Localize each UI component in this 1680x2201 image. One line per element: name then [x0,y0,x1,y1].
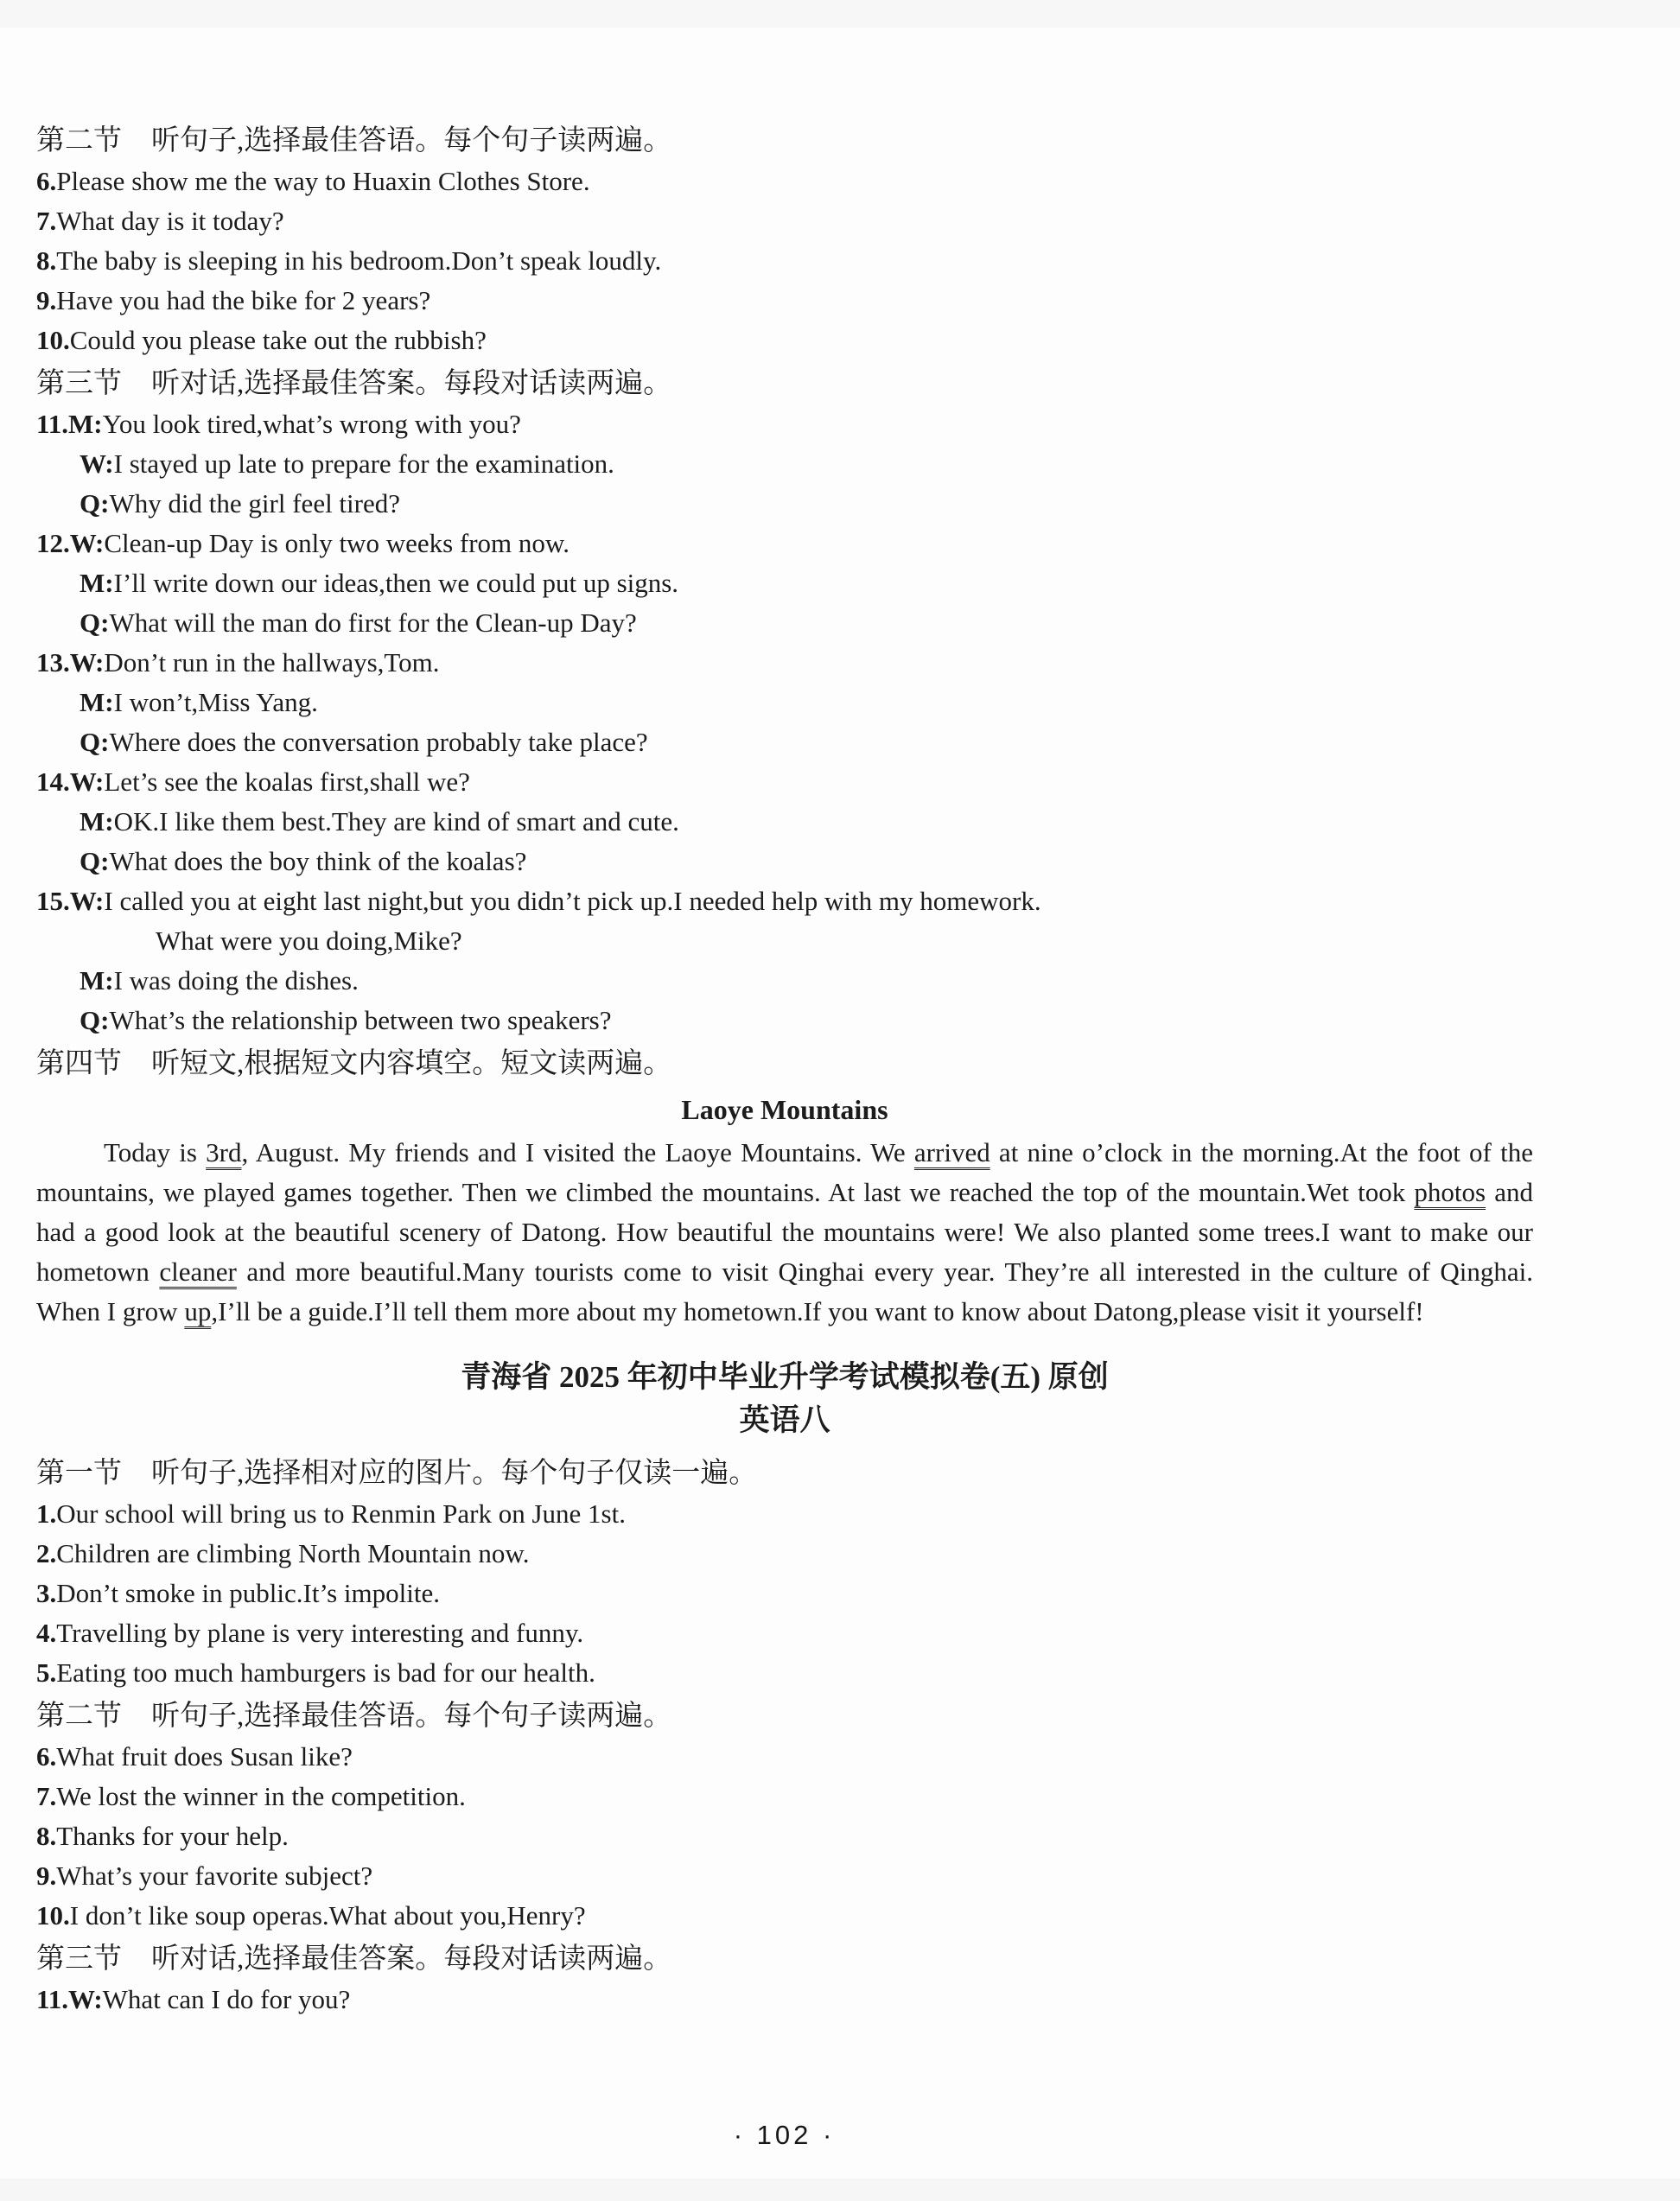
item-text: What day is it today? [56,206,284,236]
item-text: Please show me the way to Huaxin Clothes Store. [56,166,590,196]
dialogue-line [36,881,1533,921]
listening-item-1 [36,1494,1533,1534]
section-heading-2a [36,120,1533,162]
passage-segment: Today is [104,1137,207,1167]
dialogue-text: What will the man do first for the Clean-up Day? [109,608,637,638]
dialogue-text: I’ll write down our ideas,then we could put up signs. [113,568,679,598]
dialogue-line [36,603,1533,643]
dialogue-line [36,643,1533,683]
item-number: 10. [36,325,70,355]
section-label: 第一节 [36,1458,122,1489]
dialogue-line [36,961,1533,1001]
speaker-label: W: [68,1984,103,2014]
item-number: 7. [36,1781,57,1811]
item-number: 6. [36,1741,57,1772]
item-text: What’s your favorite subject? [56,1861,373,1891]
passage-body [36,1133,1533,1332]
item-number: 9. [36,1861,57,1891]
speaker-label: W: [69,886,105,916]
dialogue-line [36,722,1533,762]
listening-item-6b [36,1737,1533,1777]
dialogue-line [36,524,1533,563]
speaker-label: Q: [80,488,110,518]
section-instruction: 听对话,选择最佳答案。每段对话读两遍。 [151,1943,672,1975]
exam-subtitle: 英语八 [739,1403,830,1437]
speaker-label: M: [80,965,114,996]
dialogue-line [36,762,1533,802]
item-text: Our school will bring us to Renmin Park on June 1st. [56,1498,626,1529]
speaker-label: W: [69,767,105,797]
dialogue-text: I was doing the dishes. [113,965,359,996]
passage-segment: , August. My friends and I visited the Laoye Mountains. We [241,1137,914,1167]
item-number: 10. [36,1900,70,1931]
section-instruction: 听短文,根据短文内容填空。短文读两遍。 [151,1048,672,1079]
item-text: The baby is sleeping in his bedroom.Don’t speak loudly. [56,245,662,276]
section-label: 第四节 [36,1048,122,1079]
item-number: 14. [36,767,70,797]
dialogue-line-wrap [36,921,1533,961]
dialogue-text: OK.I like them best.They are kind of smart and cute. [113,806,679,837]
item-number: 2. [36,1538,57,1568]
listening-item-7 [36,201,1533,241]
listening-item-10 [36,321,1533,360]
speaker-label: W: [80,448,114,479]
item-number: 4. [36,1618,57,1648]
section-heading-1b [36,1453,1533,1494]
item-number: 8. [36,245,57,276]
dialogue-line [36,1980,1533,2020]
dialogue-text: I stayed up late to prepare for the examination. [113,448,614,479]
page-content [36,118,1533,2020]
dialogue-text: Clean-up Day is only two weeks from now. [104,528,570,558]
item-number: 1. [36,1498,57,1529]
listening-item-4 [36,1613,1533,1653]
item-number: 5. [36,1657,57,1688]
item-text: Eating too much hamburgers is bad for our health. [56,1657,595,1688]
item-number: 8. [36,1821,57,1851]
section-label: 第二节 [36,125,122,156]
section-heading-3b [36,1938,1533,1980]
speaker-label: Q: [80,608,110,638]
listening-item-2 [36,1534,1533,1574]
item-number: 12. [36,528,70,558]
item-number: 11. [36,409,69,439]
listening-item-7b [36,1777,1533,1816]
listening-item-3 [36,1574,1533,1613]
dialogue-text: I called you at eight last night,but you didn’t pick up.I needed help with my homework. [104,886,1041,916]
section-heading-2b [36,1695,1533,1737]
dialogue-text: Where does the conversation probably take place? [109,727,648,757]
item-number: 7. [36,206,57,236]
passage-segment-underlined: photos [1414,1177,1486,1207]
section-label: 第三节 [36,1943,122,1975]
page-number: · 102 · [733,2120,836,2150]
section-instruction: 听句子,选择相对应的图片。每个句子仅读一遍。 [151,1458,758,1489]
item-text: Don’t smoke in public.It’s impolite. [56,1578,440,1608]
dialogue-line [36,802,1533,842]
passage-segment: and more beautiful.Many tourists come to visit Qinghai every year. They’re all interested in the culture of Qinghai. When I grow [36,1256,1533,1326]
passage-segment-underlined: arrived [913,1137,990,1167]
passage-title: Laoye Mountains [681,1094,888,1125]
listening-item-9b [36,1856,1533,1896]
dialogue-line [36,484,1533,524]
dialogue-text: You look tired,what’s wrong with you? [102,409,521,439]
passage-segment-underlined: cleaner [159,1256,237,1287]
dialogue-line [36,683,1533,722]
dialogue-line [36,1001,1533,1040]
listening-item-10b [36,1896,1533,1936]
section-instruction: 听对话,选择最佳答案。每段对话读两遍。 [151,368,672,399]
speaker-label: M: [80,806,114,837]
dialogue-text: What does the boy think of the koalas? [109,846,527,876]
listening-item-8b [36,1816,1533,1856]
section-instruction: 听句子,选择最佳答语。每个句子读两遍。 [151,1701,672,1732]
item-number: 11. [36,1984,69,2014]
dialogue-line [36,563,1533,603]
exam-title: 青海省 2025 年初中毕业升学考试模拟卷(五) 原创 [461,1360,1109,1394]
section-heading-3a [36,363,1533,404]
dialogue-text: I won’t,Miss Yang. [113,687,318,717]
section-instruction: 听句子,选择最佳答语。每个句子读两遍。 [151,125,672,156]
item-text: Could you please take out the rubbish? [69,325,487,355]
speaker-label: M: [80,568,114,598]
item-text: We lost the winner in the competition. [56,1781,466,1811]
speaker-label: Q: [80,727,110,757]
item-text: What fruit does Susan like? [56,1741,353,1772]
dialogue-text: Let’s see the koalas first,shall we? [104,767,470,797]
passage-segment: and had a good look at the beautiful scenery of Datong. How beautiful the mountains were! We also planted some trees.I want to make our hometown [36,1177,1533,1287]
speaker-label: M: [80,687,114,717]
item-text: Thanks for your help. [56,1821,289,1851]
dialogue-text: Why did the girl feel tired? [109,488,401,518]
item-number: 15. [36,886,70,916]
speaker-label: M: [68,409,103,439]
dialogue-line [36,444,1533,484]
dialogue-text: What’s the relationship between two speakers? [109,1005,612,1035]
dialogue-text: What were you doing,Mike? [156,926,462,956]
section-heading-4a [36,1043,1533,1085]
speaker-label: Q: [80,1005,110,1035]
passage-segment-underlined: up [184,1296,212,1326]
speaker-label: W: [69,528,105,558]
speaker-label: Q: [80,846,110,876]
item-text: I don’t like soup operas.What about you,Henry? [69,1900,586,1931]
item-text: Children are climbing North Mountain now. [56,1538,530,1568]
scan-edge-top [0,0,1680,28]
item-number: 9. [36,285,57,315]
listening-item-5 [36,1653,1533,1693]
passage-segment-underlined: 3rd [206,1137,242,1167]
item-text: Have you had the bike for 2 years? [56,285,431,315]
item-number: 3. [36,1578,57,1608]
section-label: 第三节 [36,368,122,399]
listening-item-9 [36,281,1533,321]
dialogue-text: What can I do for you? [102,1984,351,2014]
item-number: 13. [36,647,70,677]
passage-segment: at nine o’clock in the morning.At the foot of the mountains, we played games together. Then we climbed the mountains. At last we reached the top of the mountain.Wet took [36,1137,1533,1207]
passage-segment: ,I’ll be a guide.I’ll tell them more about my hometown.If you want to know about Datong,please visit it yourself! [211,1296,1424,1326]
listening-item-6 [36,162,1533,201]
section-label: 第二节 [36,1701,122,1732]
speaker-label: W: [69,647,105,677]
dialogue-line [36,404,1533,444]
scan-edge-bottom [0,2179,1680,2201]
item-number: 6. [36,166,57,196]
item-text: Travelling by plane is very interesting and funny. [56,1618,584,1648]
listening-item-8 [36,241,1533,281]
dialogue-text: Don’t run in the hallways,Tom. [104,647,440,677]
dialogue-line [36,842,1533,881]
